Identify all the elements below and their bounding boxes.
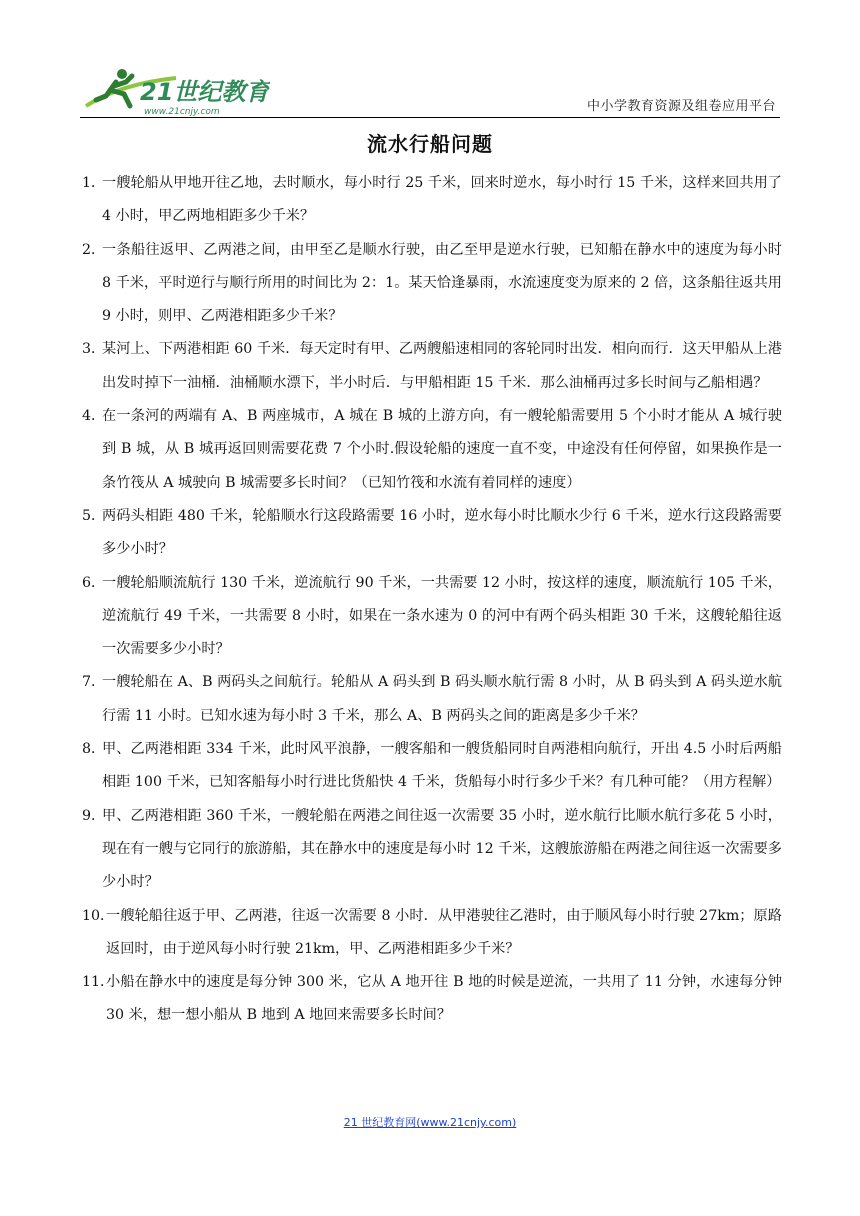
question-item	[82, 966, 782, 1033]
question-number: 2．	[82, 241, 106, 258]
question-number: 4．	[82, 408, 106, 425]
question-item	[82, 500, 782, 567]
question-item	[82, 167, 782, 234]
question-number: 5．	[82, 507, 106, 524]
question-text: 甲、乙两港相距 360 千米，一艘轮船在两港之间往返一次需要 35 小时，逆水航行比顺水航行多花 5 小时，现在有一艘与它同行的旅游船，其在静水中的速度是每小时 12 千米，这艘旅游船在两港之间往返一次需要多少小时？	[102, 807, 782, 891]
question-item	[82, 400, 782, 500]
question-item	[82, 666, 782, 733]
question-number: 6．	[82, 574, 106, 591]
header-divider	[80, 117, 780, 118]
question-number: 11．	[82, 974, 115, 991]
question-list	[82, 167, 782, 1033]
question-text: 一艘轮船往返于甲、乙两港，往返一次需要 8 小时．从甲港驶往乙港时，由于顺风每小时行驶 27km；原路返回时，由于逆风每小时行驶 21km，甲、乙两港相距多少千米？	[106, 907, 782, 957]
question-item	[82, 333, 782, 400]
question-item	[82, 567, 782, 667]
question-item	[82, 800, 782, 900]
question-text: 一艘轮船顺流航行 130 千米，逆流航行 90 千米，一共需要 12 小时，按这样的速度，顺流航行 105 千米，逆流航行 49 千米，一共需要 8 小时，如果在一条水速为 0 的河中有两个码头相距 30 千米，这艘轮船往返一次需要多少小时？	[102, 574, 782, 658]
question-item	[82, 900, 782, 967]
question-number: 1．	[82, 175, 106, 191]
question-number: 9．	[82, 807, 106, 824]
question-number: 3．	[82, 341, 106, 358]
svg-text:www.21cnjy.com: www.21cnjy.com	[144, 107, 220, 117]
platform-tagline: 中小学教育资源及组卷应用平台	[586, 99, 776, 114]
running-man-logo-icon	[80, 66, 270, 118]
question-text: 一艘轮船从甲地开往乙地，去时顺水，每小时行 25 千米，回来时逆水，每小时行 15 千米，这样来回共用了 4 小时，甲乙两地相距多少千米？	[102, 175, 782, 225]
question-text: 小船在静水中的速度是每分钟 300 米，它从 A 地开往 B 地的时候是逆流，一共用了 11 分钟，水速每分钟 30 米，想一想小船从 B 地到 A 地回来需要多长时间？	[106, 974, 782, 1024]
question-number: 8．	[82, 741, 106, 758]
page-title: 流水行船问题	[367, 132, 493, 156]
question-item	[82, 733, 782, 800]
question-text: 在一条河的两端有 A、B 两座城市，A 城在 B 城的上游方向，有一艘轮船需要用 5 个小时才能从 A 城行驶到 B 城，从 B 城再返回则需要花费 7 个小时.假设轮船的速度一直不变，中途没有任何停留，如果换作是一条竹筏从 A 城驶向 B 城需要多长时间？（已知竹筏和水流有着同样的速度）	[102, 408, 782, 491]
question-number: 7．	[82, 674, 106, 691]
footer-site-link[interactable]: 21 世纪教育网(www.21cnjy.com)	[343, 1116, 517, 1129]
brand-logo	[80, 66, 270, 118]
question-item	[82, 234, 782, 334]
question-text: 甲、乙两港相距 334 千米，此时风平浪静，一艘客船和一艘货船同时自两港相向航行，开出 4.5 小时后两船相距 100 千米，已知客船每小时行进比货船快 4 千米，货船每小时行多少千米？有几种可能？（用方程解）	[102, 741, 782, 791]
question-text: 一艘轮船在 A、B 两码头之间航行。轮船从 A 码头到 B 码头顺水航行需 8 小时，从 B 码头到 A 码头逆水航行需 11 小时。已知水速为每小时 3 千米，那么 A、B 两码头之间的距离是多少千米？	[102, 674, 782, 724]
question-text: 一条船往返甲、乙两港之间，由甲至乙是顺水行驶，由乙至甲是逆水行驶，已知船在静水中的速度为每小时 8 千米，平时逆行与顺行所用的时间比为 2：1。某天恰逢暴雨，水流速度变为原来的 2 倍，这条船往返共用 9 小时，则甲、乙两港相距多少千米？	[102, 241, 782, 325]
question-text: 某河上、下两港相距 60 千米．每天定时有甲、乙两艘船速相同的客轮同时出发．相向而行．这天甲船从上港出发时掉下一油桶．油桶顺水漂下，半小时后．与甲船相距 15 千米．那么油桶再过多长时间与乙船相遇？	[102, 341, 782, 391]
question-text: 两码头相距 480 千米，轮船顺水行这段路需要 16 小时，逆水每小时比顺水少行 6 千米，逆水行这段路需要多少小时？	[102, 507, 782, 558]
page-footer	[0, 1114, 860, 1130]
question-number: 10．	[82, 907, 115, 924]
page-header	[80, 62, 780, 118]
svg-text:21世纪教育: 21世纪教育	[140, 78, 270, 106]
